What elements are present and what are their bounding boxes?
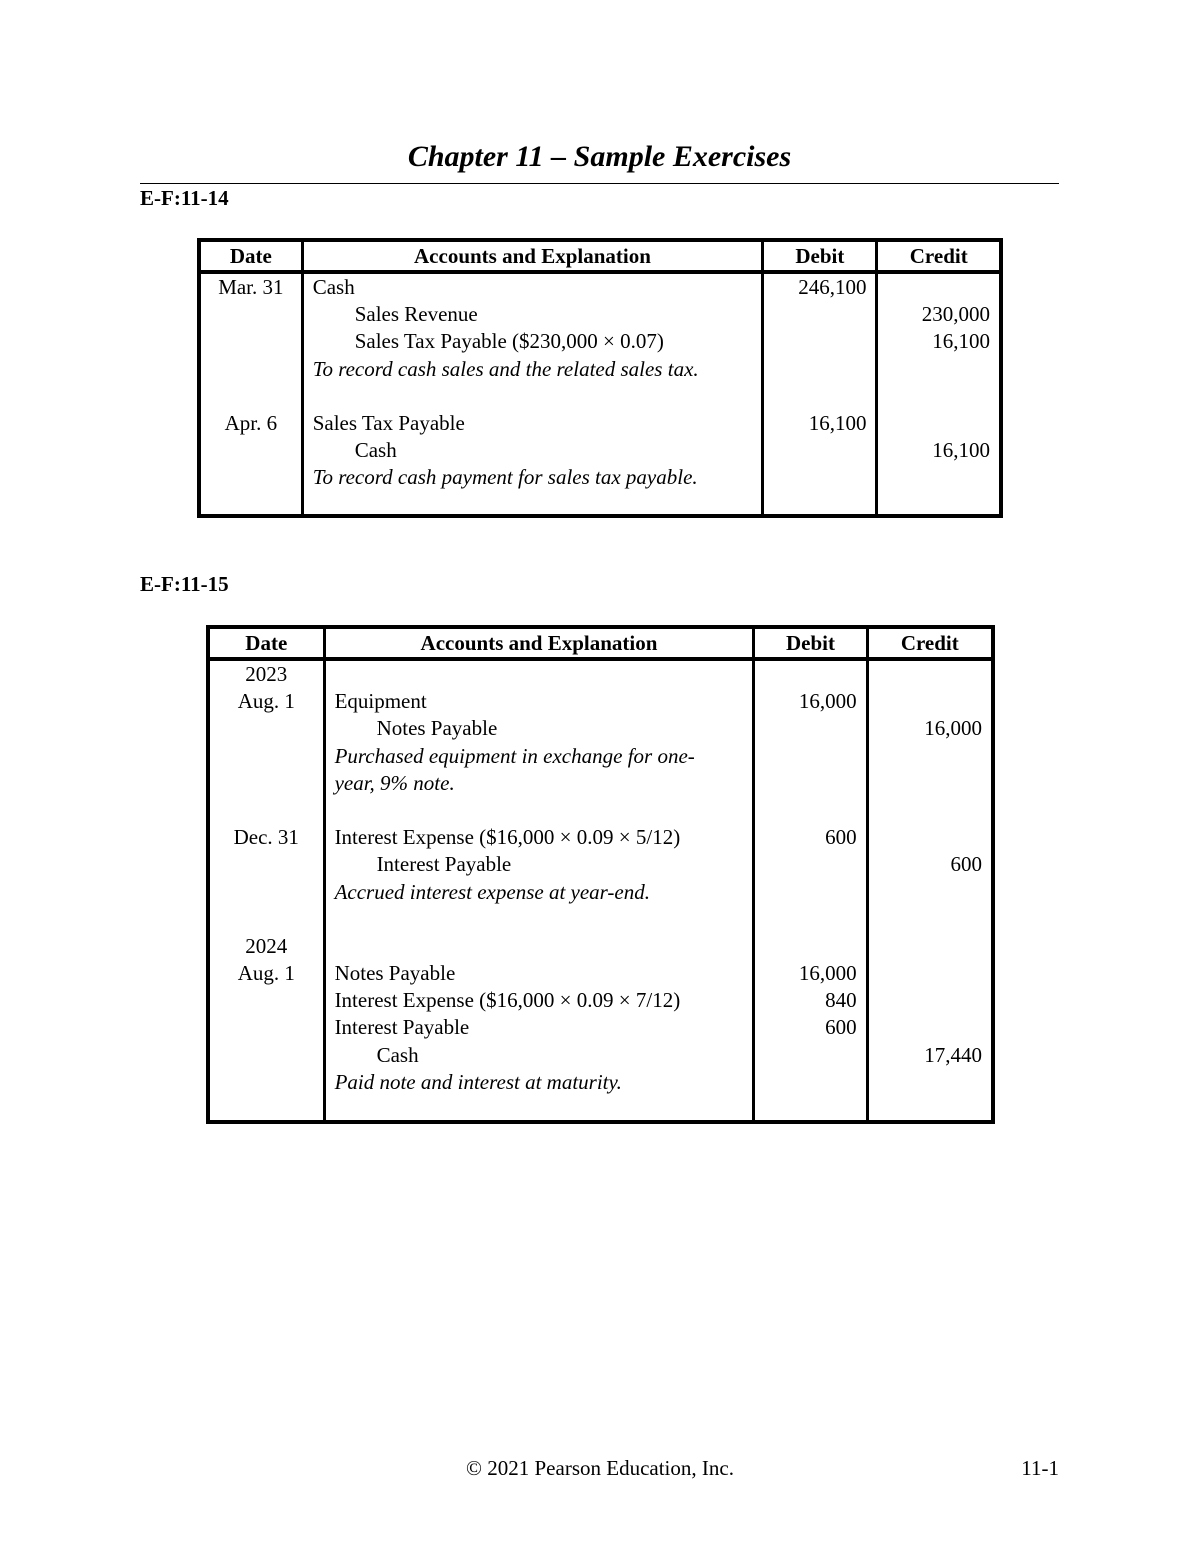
debit-cell: 840 xyxy=(825,988,857,1013)
date-cell xyxy=(210,715,323,742)
debit-cell xyxy=(764,301,875,328)
credit-cell: 16,000 xyxy=(924,716,982,741)
debit-cell xyxy=(755,797,865,824)
account-cell: Sales Tax Payable xyxy=(312,410,465,435)
date-column xyxy=(208,659,324,1122)
date-cell xyxy=(210,797,323,824)
debit-cell xyxy=(764,383,875,410)
credit-cell xyxy=(869,933,991,960)
journal-body xyxy=(208,659,993,1122)
account-cell xyxy=(326,797,753,824)
credit-cell xyxy=(869,906,991,933)
date-cell xyxy=(210,1042,323,1069)
header-accounts: Accounts and Explanation xyxy=(324,627,754,659)
credit-cell xyxy=(869,1014,991,1041)
credit-cell xyxy=(869,1069,991,1096)
explanation-cell: Paid note and interest at maturity. xyxy=(334,1069,622,1094)
date-cell xyxy=(210,851,323,878)
account-cell xyxy=(304,383,762,410)
account-cell: Equipment xyxy=(334,689,427,714)
credit-cell: 17,440 xyxy=(924,1042,982,1067)
account-cell xyxy=(326,661,753,688)
date-cell xyxy=(210,906,323,933)
page-title: Chapter 11 – Sample Exercises xyxy=(407,140,792,173)
footer-copyright: © 2021 Pearson Education, Inc. xyxy=(466,1456,734,1480)
date-cell: 2023 xyxy=(245,662,288,686)
debit-cell xyxy=(755,661,865,688)
table-header-row xyxy=(208,627,993,659)
exercise-label-11-14: E-F:11-14 xyxy=(140,186,229,210)
account-cell: Notes Payable xyxy=(334,961,456,986)
debit-cell xyxy=(755,879,865,906)
debit-cell xyxy=(755,1069,865,1096)
date-cell: Aug. 1 xyxy=(237,689,295,714)
debit-cell xyxy=(764,464,875,491)
date-cell: Mar. 31 xyxy=(218,275,284,299)
debit-cell xyxy=(755,851,865,878)
accounts-column xyxy=(302,272,763,516)
date-column xyxy=(199,272,302,516)
date-cell: Dec. 31 xyxy=(233,825,299,850)
credit-cell: 16,100 xyxy=(932,438,990,463)
account-cell: Cash xyxy=(354,438,397,463)
explanation-cell: To record cash payment for sales tax payable. xyxy=(312,465,698,490)
account-cell xyxy=(326,906,753,933)
debit-cell xyxy=(755,1042,865,1069)
explanation-cell: Accrued interest expense at year-end. xyxy=(334,879,650,904)
debit-cell xyxy=(755,715,865,742)
explanation-cell: year, 9% note. xyxy=(334,770,455,795)
explanation-cell: Purchased equipment in exchange for one- xyxy=(334,743,695,768)
page-number: 11-1 xyxy=(1021,1456,1059,1480)
journal-table-11-14 xyxy=(197,238,1003,518)
debit-column xyxy=(754,659,867,1122)
exercise-label-11-15: E-F:11-15 xyxy=(140,572,229,596)
debit-cell xyxy=(764,437,875,464)
credit-cell xyxy=(869,824,991,851)
account-cell: Interest Payable xyxy=(376,852,512,877)
date-cell xyxy=(210,1069,323,1096)
debit-cell: 16,100 xyxy=(808,410,867,435)
credit-cell: 230,000 xyxy=(921,302,990,327)
credit-cell xyxy=(878,464,999,491)
title-rule xyxy=(140,183,1059,184)
account-cell: Sales Tax Payable ($230,000 × 0.07) xyxy=(354,329,664,354)
account-cell: Notes Payable xyxy=(376,716,498,741)
credit-cell xyxy=(878,274,999,301)
account-cell: Cash xyxy=(376,1042,419,1067)
credit-cell xyxy=(878,383,999,410)
debit-cell xyxy=(755,743,865,770)
date-cell xyxy=(201,356,301,383)
debit-cell xyxy=(755,933,865,960)
credit-cell xyxy=(869,661,991,688)
credit-cell xyxy=(869,770,991,797)
debit-cell: 16,000 xyxy=(798,689,857,714)
date-cell xyxy=(210,879,323,906)
account-cell: Interest Expense ($16,000 × 0.09 × 5/12) xyxy=(334,825,681,850)
debit-cell xyxy=(755,906,865,933)
date-cell xyxy=(201,437,301,464)
credit-cell xyxy=(869,797,991,824)
debit-cell: 16,000 xyxy=(798,961,857,986)
date-cell: 2024 xyxy=(245,933,288,958)
header-date: Date xyxy=(208,627,324,659)
journal-table-11-15 xyxy=(206,625,995,1124)
debit-cell: 600 xyxy=(825,825,857,850)
account-cell: Interest Payable xyxy=(334,1015,470,1040)
date-cell xyxy=(201,464,301,491)
credit-column xyxy=(877,272,1001,516)
journal-body xyxy=(199,272,1001,516)
date-cell xyxy=(210,770,323,797)
debit-cell xyxy=(764,356,875,383)
debit-cell: 600 xyxy=(825,1015,857,1040)
date-cell: Aug. 1 xyxy=(237,961,295,986)
table-header-row xyxy=(199,240,1001,272)
accounts-column xyxy=(324,659,754,1122)
credit-cell xyxy=(869,879,991,906)
debit-cell xyxy=(764,328,875,355)
debit-cell xyxy=(755,770,865,797)
date-cell xyxy=(210,743,323,770)
credit-cell: 600 xyxy=(950,852,982,877)
date-cell xyxy=(210,1014,323,1041)
header-accounts: Accounts and Explanation xyxy=(302,240,763,272)
credit-cell xyxy=(869,743,991,770)
credit-cell xyxy=(869,987,991,1014)
date-cell xyxy=(201,383,301,410)
credit-cell xyxy=(869,960,991,987)
credit-column xyxy=(867,659,993,1122)
header-debit: Debit xyxy=(763,240,877,272)
date-cell xyxy=(210,987,323,1014)
explanation-cell: To record cash sales and the related sales tax. xyxy=(312,356,699,381)
account-cell: Cash xyxy=(312,275,355,299)
account-cell xyxy=(326,933,753,960)
credit-cell: 16,100 xyxy=(932,329,990,354)
header-credit: Credit xyxy=(867,627,993,659)
account-cell: Sales Revenue xyxy=(354,302,478,327)
date-cell xyxy=(201,328,301,355)
date-cell xyxy=(201,301,301,328)
debit-column xyxy=(763,272,877,516)
account-cell: Interest Expense ($16,000 × 0.09 × 7/12) xyxy=(334,988,681,1013)
date-cell: Apr. 6 xyxy=(224,410,278,435)
header-debit: Debit xyxy=(754,627,867,659)
credit-cell xyxy=(878,356,999,383)
header-date: Date xyxy=(199,240,302,272)
debit-cell: 246,100 xyxy=(798,275,867,299)
header-credit: Credit xyxy=(877,240,1001,272)
credit-cell xyxy=(869,688,991,715)
credit-cell xyxy=(878,410,999,437)
